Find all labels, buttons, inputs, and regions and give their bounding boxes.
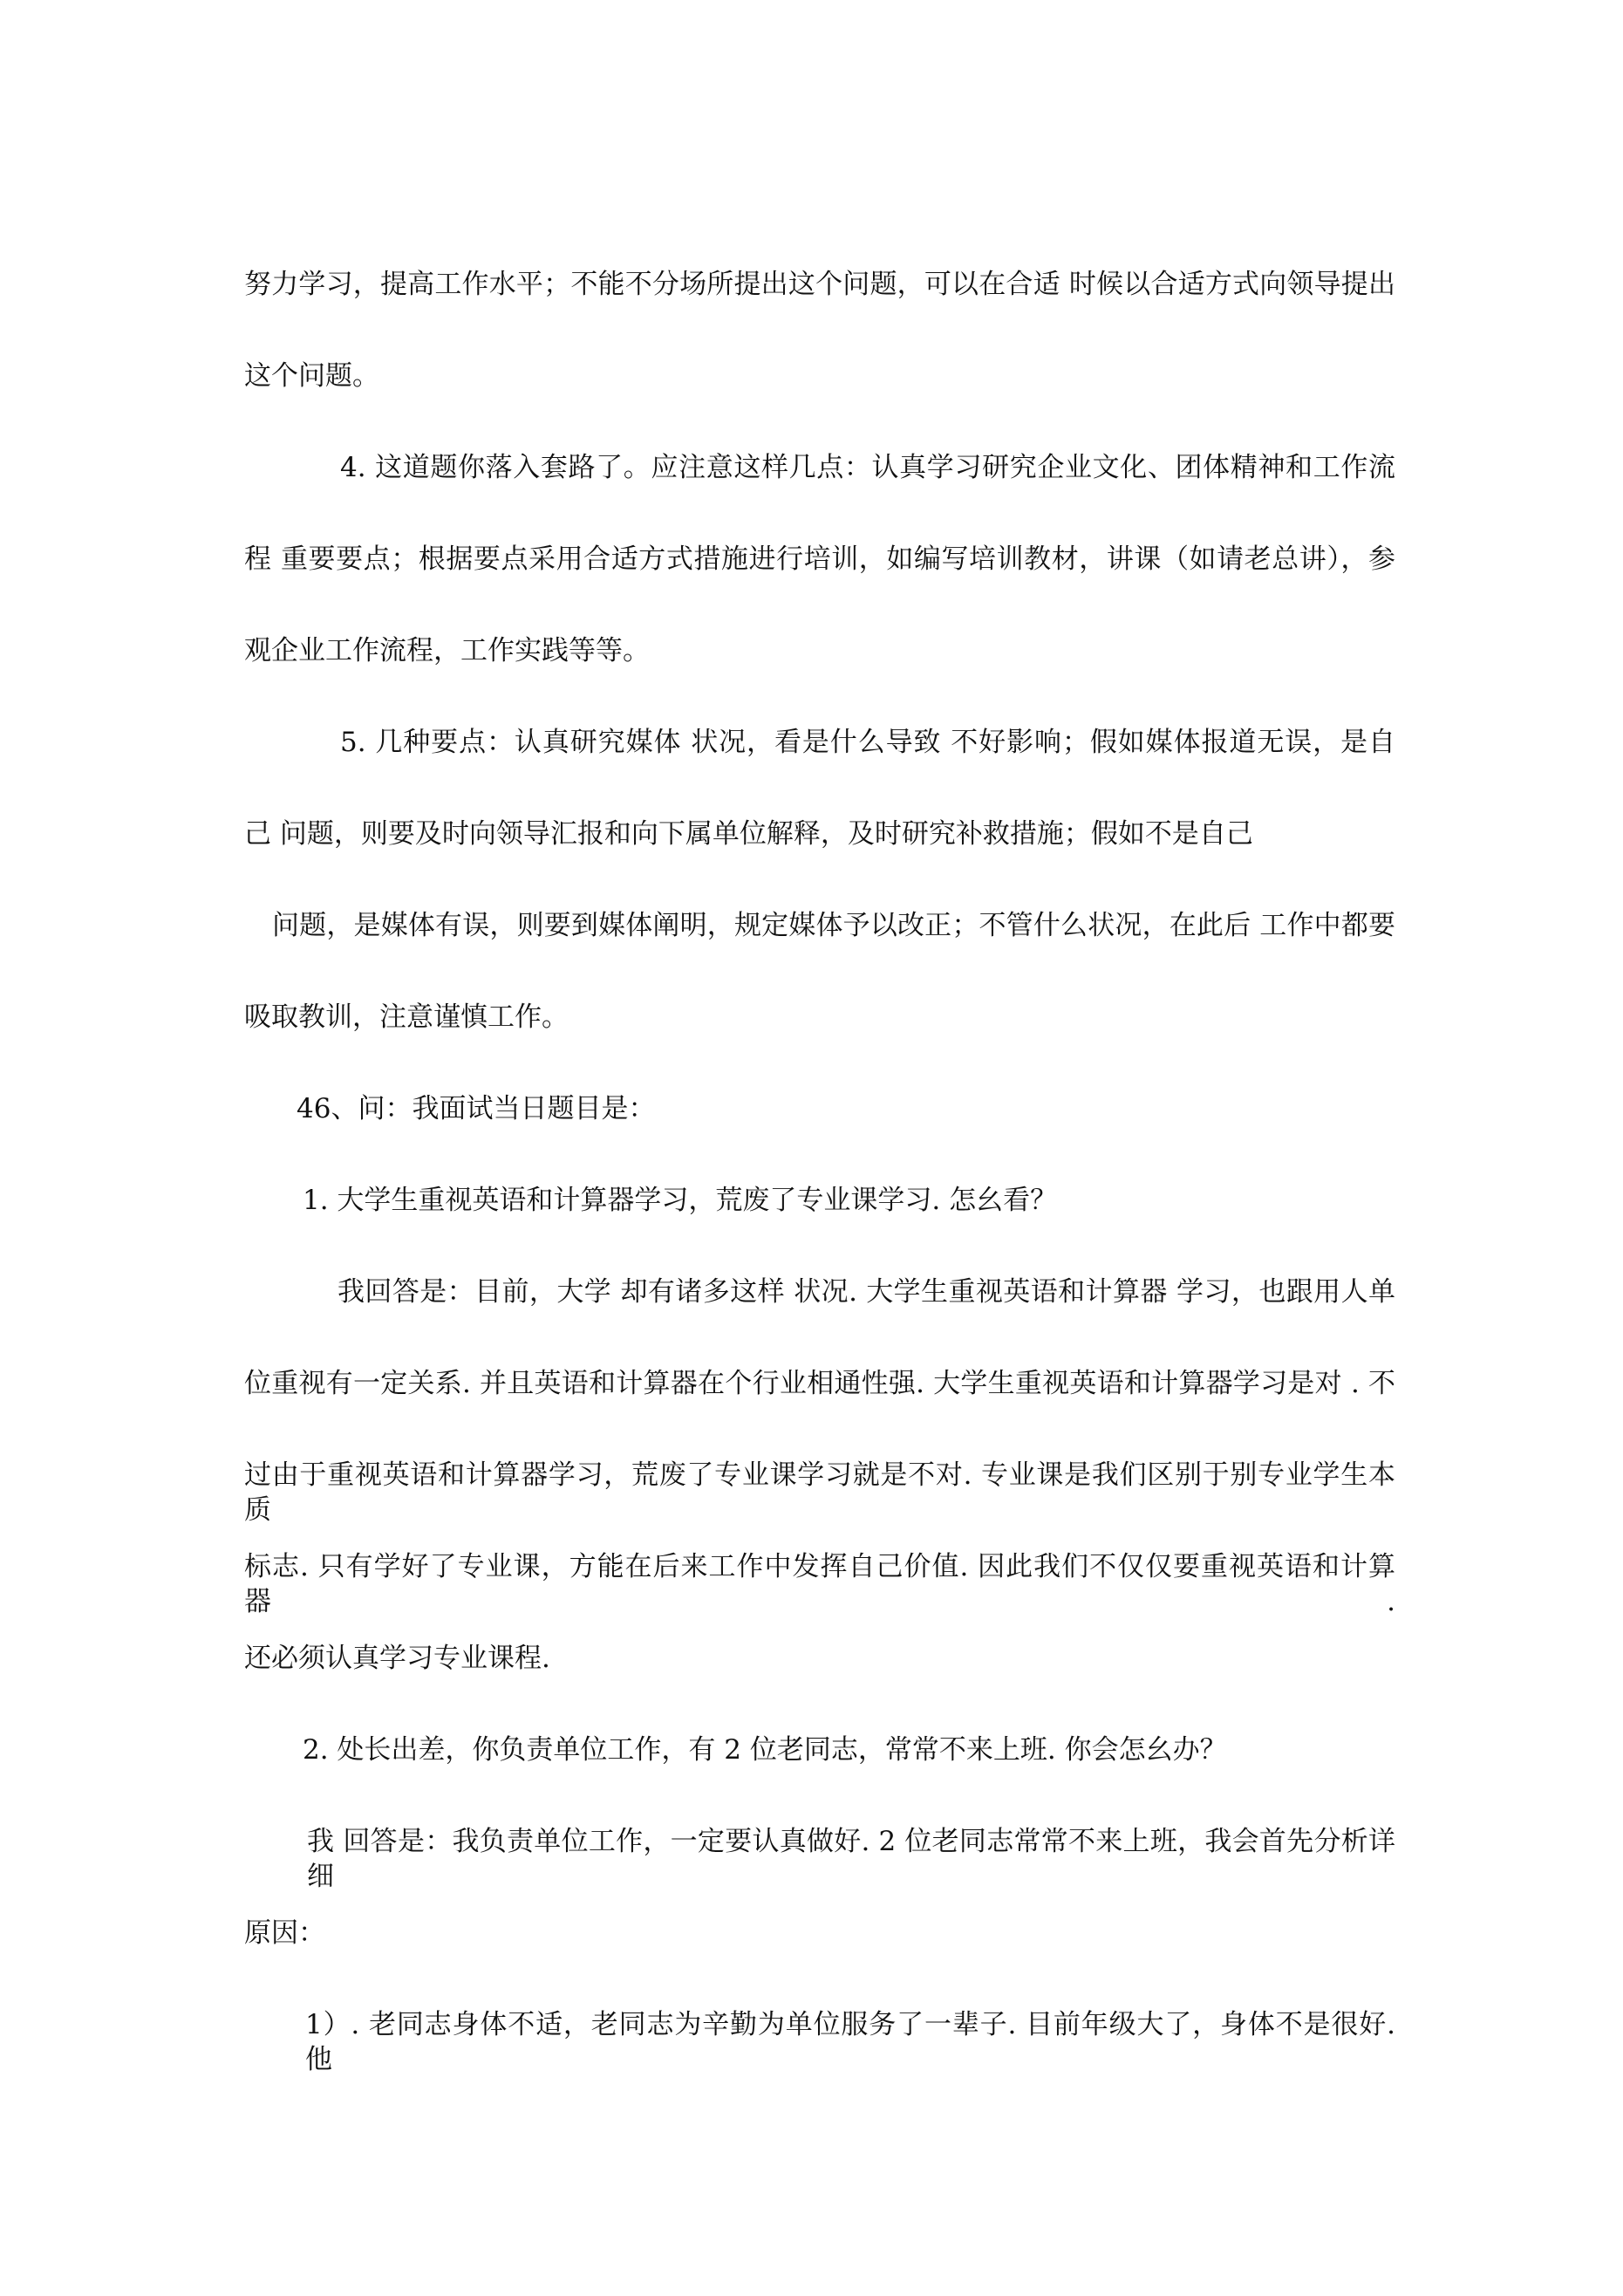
question-line: 1. 大学生重视英语和计算器学习，荒废了专业课学习. 怎幺看？ bbox=[303, 1185, 1058, 1216]
paragraph-line: 我 回答是：我负责单位工作，一定要认真做好. 2 位老同志常常不来上班，我会首先分析详细 bbox=[307, 1826, 1395, 1892]
paragraph-line: 问题，是媒体有误，则要到媒体阐明，规定媒体予以改正；不管什么状况，在此后 工作中都要 bbox=[272, 910, 1395, 941]
paragraph-line: 4. 这道题你落入套路了。应注意这样几点：认真学习研究企业文化、团体精神和工作流 bbox=[340, 452, 1395, 483]
paragraph-line: 己 问题，则要及时向领导汇报和向下属单位解释，及时研究补救措施；假如不是自己 bbox=[244, 818, 1253, 850]
paragraph-line: 程 重要要点；根据要点采用合适方式措施进行培训，如编写培训教材，讲课（如请老总讲），参 bbox=[244, 543, 1395, 575]
paragraph-line: 5. 几种要点：认真研究媒体 状况，看是什么导致 不好影响；假如媒体报道无误，是自 bbox=[340, 727, 1395, 758]
paragraph-line: 还必须认真学习专业课程. bbox=[244, 1643, 550, 1674]
question-line: 2. 处长出差，你负责单位工作，有 2 位老同志，常常不来上班. 你会怎幺办？ bbox=[303, 1734, 1227, 1766]
paragraph-line: 努力学习，提高工作水平；不能不分场所提出这个问题，可以在合适 时候以合适方式向领导提出 bbox=[244, 269, 1395, 300]
paragraph-line: 位重视有一定关系. 并且英语和计算器在个行业相通性强. 大学生重视英语和计算器学习是对 . 不 bbox=[244, 1368, 1395, 1399]
paragraph-line: 我回答是：目前，大学 却有诸多这样 状况. 大学生重视英语和计算器 学习，也跟用人单 bbox=[338, 1276, 1395, 1308]
paragraph-line: 吸取教训，注意谨慎工作。 bbox=[244, 1001, 569, 1033]
paragraph-line: 1）. 老同志身体不适，老同志为辛勤为单位服务了一辈子. 目前年级大了，身体不是很好. 他 bbox=[305, 2009, 1395, 2075]
paragraph-line: 这个问题。 bbox=[244, 360, 379, 392]
paragraph-line: 原因： bbox=[244, 1917, 325, 1949]
paragraph-line: 过由于重视英语和计算器学习，荒废了专业课学习就是不对. 专业课是我们区别于别专业学生本质 bbox=[244, 1459, 1395, 1526]
paragraph-line: 标志. 只有学好了专业课，方能在后来工作中发挥自己价值. 因此我们不仅仅要重视英语和计算器. bbox=[244, 1551, 1395, 1617]
paragraph-line: 观企业工作流程，工作实践等等。 bbox=[244, 635, 650, 666]
question-heading: 46、问：我面试当日题目是： bbox=[297, 1093, 656, 1124]
